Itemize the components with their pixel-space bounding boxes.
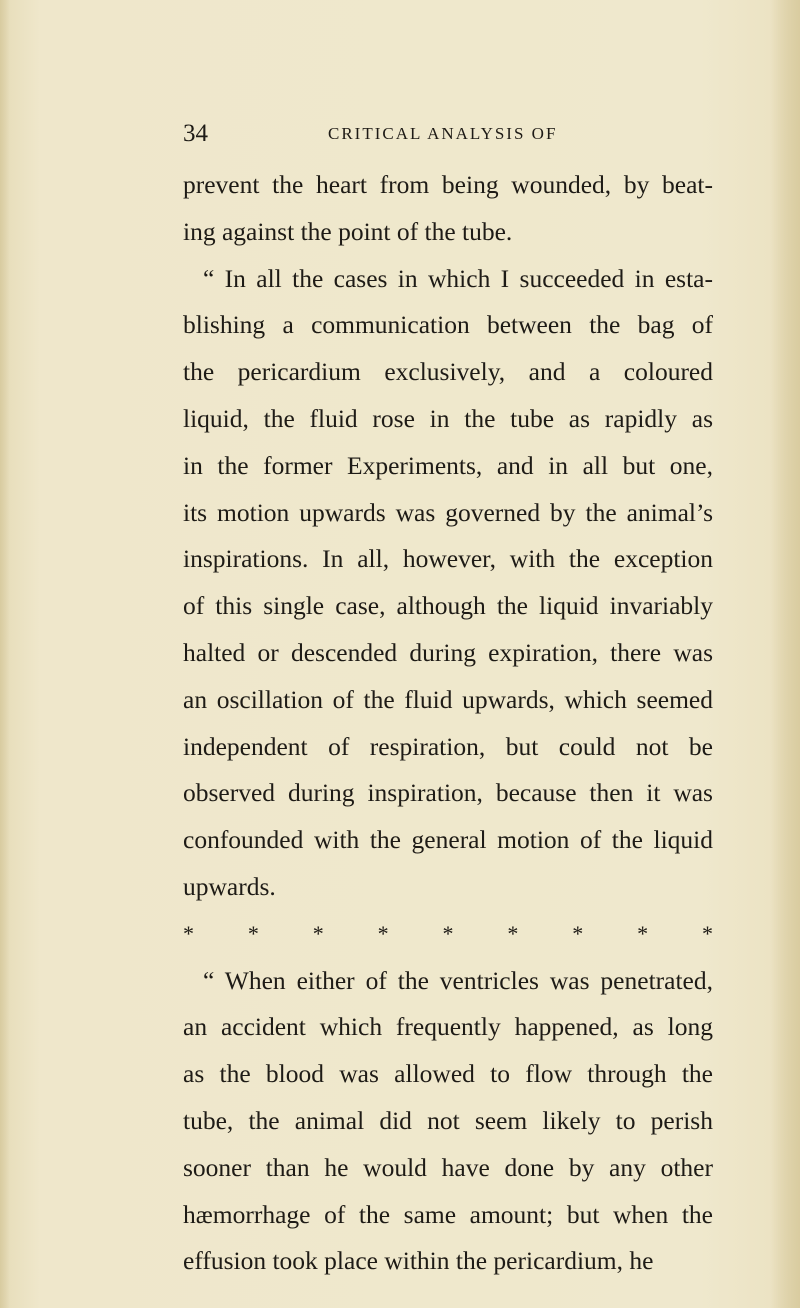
page-right-edge	[770, 0, 800, 1308]
text-line: its motion upwards was governed by the animal’s	[183, 497, 713, 527]
paragraph-1	[183, 162, 713, 256]
asterisk: *	[377, 920, 389, 946]
text-line: independent of respiration, but could not be	[183, 731, 713, 761]
text-line: as the blood was allowed to flow through the	[183, 1059, 713, 1089]
text-line: confounded with the general motion of the liquid	[183, 825, 713, 855]
page-number: 34	[183, 120, 208, 147]
asterisk: *	[312, 920, 324, 946]
text-line: halted or descended during expiration, there was	[183, 637, 713, 667]
asterisk: *	[702, 920, 713, 946]
text-line: in the former Experiments, and in all but one,	[183, 450, 713, 480]
asterisk: *	[442, 920, 454, 946]
text-line: prevent the heart from being wounded, by beat-	[183, 170, 713, 199]
asterisk: *	[183, 920, 194, 946]
text-line: “ In all the cases in which I succeeded in esta-	[203, 263, 713, 293]
text-line: an accident which frequently happened, as long	[183, 1012, 713, 1042]
body-text	[183, 162, 713, 1285]
text-line: observed during inspiration, because then it was	[183, 778, 713, 808]
paragraph-2	[183, 256, 713, 911]
text-line: inspirations. In all, however, with the exception	[183, 544, 713, 574]
page-left-edge	[0, 0, 10, 1308]
text-line: an oscillation of the fluid upwards, which seemed	[183, 684, 713, 714]
paragraph-3	[183, 958, 713, 1286]
text-line: tube, the animal did not seem likely to perish	[183, 1105, 713, 1135]
running-head: CRITICAL ANALYSIS OF	[328, 124, 558, 143]
text-line: ing against the point of the tube.	[183, 216, 513, 246]
asterisk: *	[572, 920, 584, 946]
text-line: sooner than he would have done by any other	[183, 1152, 713, 1182]
text-line: blishing a communication between the bag of	[183, 310, 713, 340]
text-line: effusion took place within the pericardium, he	[183, 1246, 654, 1276]
text-line: hæmorrhage of the same amount; but when the	[183, 1199, 713, 1229]
asterisk: *	[247, 920, 259, 946]
text-line: liquid, the fluid rose in the tube as rapidly as	[183, 403, 713, 433]
asterisk: *	[637, 920, 649, 946]
asterisk-divider	[183, 911, 713, 958]
text-line: upwards.	[183, 871, 276, 901]
page-header	[183, 120, 713, 160]
text-line: “ When either of the ventricles was penetrated,	[203, 965, 713, 995]
text-line: the pericardium exclusively, and a coloured	[183, 357, 713, 387]
asterisk: *	[507, 920, 519, 946]
text-line: of this single case, although the liquid invariably	[183, 591, 713, 621]
